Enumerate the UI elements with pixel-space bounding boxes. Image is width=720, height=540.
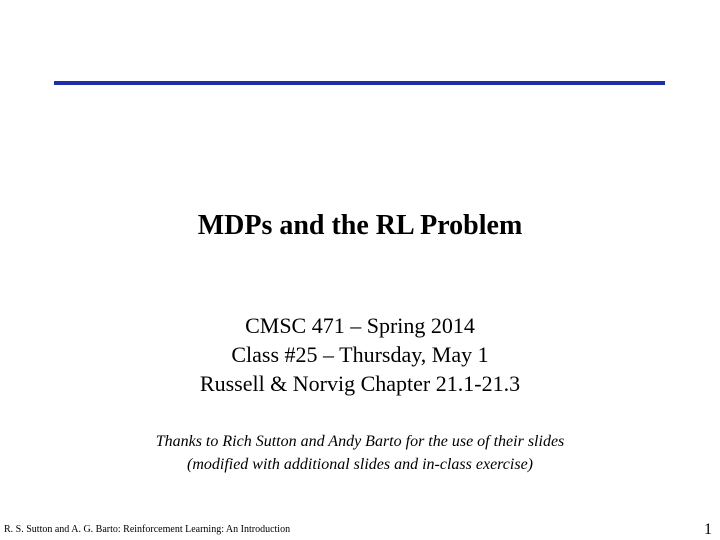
slide-footer: R. S. Sutton and A. G. Barto: Reinforcement Learning: An Introduction [4, 524, 291, 535]
top-rule [54, 81, 665, 85]
credits [0, 430, 720, 476]
course-line: CMSC 471 – Spring 2014 [245, 313, 475, 338]
page-number: 1 [704, 521, 712, 538]
class-line: Class #25 – Thursday, May 1 [231, 342, 489, 367]
credit-line-note: (modified with additional slides and in-class exercise) [186, 456, 534, 473]
credit-line: Thanks to Rich Sutton and Andy Barto for the use of their slides [155, 433, 565, 450]
slide-title: MDPs and the RL Problem [197, 210, 523, 241]
reading-line: Russell & Norvig Chapter 21.1-21.3 [199, 371, 521, 396]
course-info [0, 311, 720, 398]
